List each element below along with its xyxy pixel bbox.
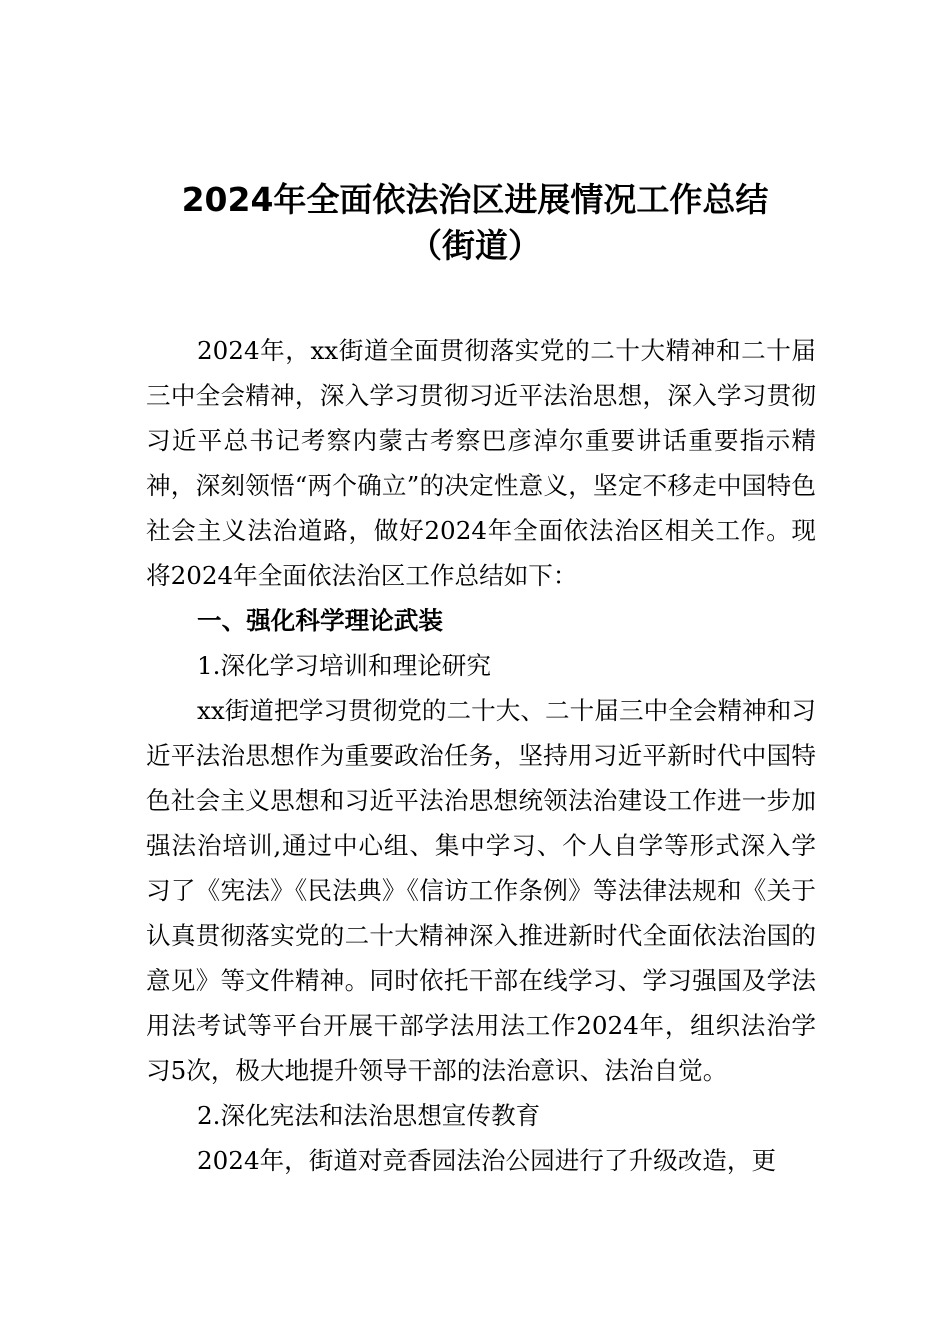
publicity-paragraph: 2024年，街道对竞香园法治公园进行了升级改造，更 [197,1146,777,1175]
document-subtitle: （街道） [409,226,541,265]
intro-paragraph: 2024年，xx街道全面贯彻落实党的二十大精神和二十届三中全会精神，深入学习贯彻习近平法治思想，深入学习贯彻习近平总书记考察内蒙古考察巴彦淖尔重要讲话重要指示精神，深刻领悟“两个确立”的决定性意义，坚定不移走中国特色社会主义法治道路，做好2024年全面依法治区相关工作。现将2024年全面依法治区工作总结如下： [146,336,816,590]
subsection-heading-2: 2.深化宪法和法治思想宣传教育 [197,1101,541,1130]
document-body [146,328,816,1183]
subsection-heading-1: 1.深化学习培训和理论研究 [197,651,491,680]
document-title: 2024年全面依法治区进展情况工作总结 [181,180,769,219]
study-training-paragraph: xx街道把学习贯彻党的二十大、二十届三中全会精神和习近平法治思想作为重要政治任务，坚持用习近平新时代中国特色社会主义思想和习近平法治思想统领法治建设工作进一步加强法治培训,通过中心组、集中学习、个人自学等形式深入学习了《宪法》《民法典》《信访工作条例》等法律法规和《关于认真贯彻落实党的二十大精神深入推进新时代全面依法治国的意见》等文件精神。同时依托干部在线学习、学习强国及学法用法考试等平台开展干部学法用法工作2024年，组织法治学习5次，极大地提升领导干部的法治意识、法治自觉。 [146,696,816,1085]
section-heading-1: 一、强化科学理论武装 [197,606,443,635]
